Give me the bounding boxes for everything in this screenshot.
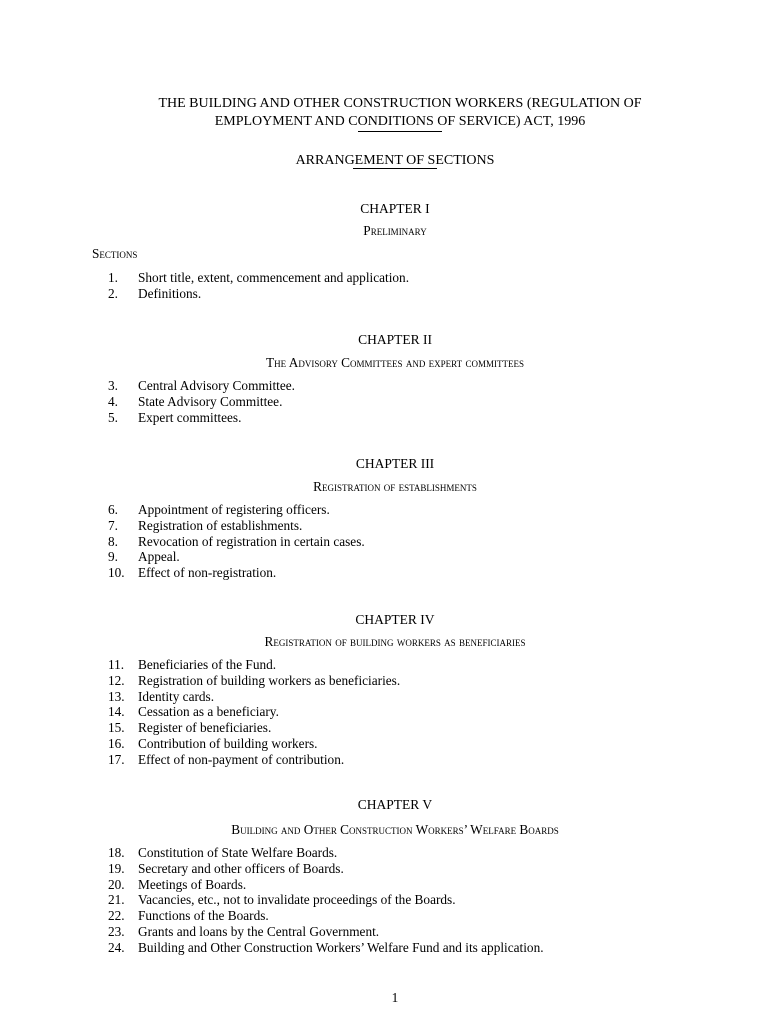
list-item [108, 940, 544, 956]
list-item [108, 892, 544, 908]
section-title: Meetings of Boards. [138, 876, 247, 892]
section-title: Registration of establishments. [138, 517, 303, 533]
section-title: Grants and loans by the Central Government. [138, 923, 380, 939]
chapter-2-section-list [108, 378, 295, 425]
list-item [108, 518, 365, 534]
section-number: 17. [108, 751, 125, 767]
sections-label: Sections [92, 246, 138, 261]
section-number: 10. [108, 565, 125, 581]
list-item [108, 270, 409, 286]
section-number: 1. [108, 270, 118, 285]
chapter-2-heading: CHAPTER II [358, 332, 432, 347]
section-number: 11. [108, 657, 125, 672]
section-number: 23. [108, 923, 125, 939]
arrangement-rule-wrap [90, 168, 700, 169]
section-number: 6. [108, 502, 118, 517]
section-title: Constitution of State Welfare Boards. [138, 845, 338, 860]
section-title: Registration of building workers as beneficiaries. [138, 672, 401, 688]
section-number: 14. [108, 704, 125, 720]
chapter-4-heading: CHAPTER IV [355, 612, 435, 627]
section-number: 8. [108, 533, 118, 549]
title-rule-top [358, 131, 442, 132]
list-item [108, 736, 400, 752]
list-item [108, 410, 295, 426]
section-number: 22. [108, 908, 125, 924]
list-item [108, 861, 544, 877]
section-title: Effect of non-payment of contribution. [138, 751, 345, 767]
section-number: 21. [108, 892, 125, 908]
list-item [108, 845, 544, 861]
section-title: Appeal. [138, 549, 180, 565]
section-number: 19. [108, 860, 125, 876]
list-item [108, 924, 544, 940]
section-title: Revocation of registration in certain cases. [138, 533, 365, 549]
chapter-4-subheading: Registration of building workers as beneficiaries [264, 634, 526, 649]
list-item [108, 534, 365, 550]
section-number: 15. [108, 720, 125, 736]
section-title: Cessation as a beneficiary. [138, 704, 279, 720]
chapter-1-section-list [108, 270, 409, 302]
section-title: Vacancies, etc., not to invalidate proceedings of the Boards. [138, 892, 456, 908]
section-title: Identity cards. [138, 688, 215, 704]
section-title: Building and Other Construction Workers’ Welfare Fund and its application. [138, 939, 544, 955]
list-item [108, 549, 365, 565]
list-item [108, 877, 544, 893]
list-item [108, 704, 400, 720]
list-item [108, 657, 400, 673]
section-number: 9. [108, 549, 118, 565]
section-number: 16. [108, 735, 125, 751]
section-title: Expert committees. [138, 409, 242, 425]
section-number: 12. [108, 672, 125, 688]
chapter-5-heading: CHAPTER V [357, 797, 433, 812]
section-title: Definitions. [138, 285, 202, 301]
section-number: 24. [108, 939, 125, 955]
chapter-1-heading: CHAPTER I [360, 201, 430, 216]
list-item [108, 502, 365, 518]
list-item [108, 752, 400, 768]
section-number: 4. [108, 393, 118, 409]
list-item [108, 908, 544, 924]
chapter-5-section-list [108, 845, 544, 956]
section-number: 5. [108, 409, 118, 425]
list-item [108, 689, 400, 705]
section-title: Appointment of registering officers. [138, 502, 330, 517]
section-title: Central Advisory Committee. [138, 378, 295, 393]
chapter-2-subheading: The Advisory Committees and expert committees [266, 355, 524, 370]
chapter-4-section-list [108, 657, 400, 768]
act-title-line-2: EMPLOYMENT AND CONDITIONS OF SERVICE) ACT, 1996 [214, 114, 586, 129]
section-title: Effect of non-registration. [138, 565, 277, 581]
section-title: Contribution of building workers. [138, 735, 318, 751]
section-title: Beneficiaries of the Fund. [138, 657, 277, 672]
list-item [108, 720, 400, 736]
section-number: 2. [108, 285, 118, 301]
section-title: State Advisory Committee. [138, 393, 283, 409]
act-title [90, 95, 710, 132]
section-title: Short title, extent, commencement and application. [138, 270, 410, 285]
chapter-3-section-list [108, 502, 365, 581]
section-title: Secretary and other officers of Boards. [138, 860, 344, 876]
section-title: Functions of the Boards. [138, 908, 269, 924]
list-item [108, 565, 365, 581]
chapter-3-heading: CHAPTER III [355, 456, 435, 471]
chapter-5-subheading: Building and Other Construction Workers’ Welfare Boards [231, 822, 559, 837]
chapter-3-subheading: Registration of establishments [313, 479, 477, 494]
act-title-line-1: THE BUILDING AND OTHER CONSTRUCTION WORKERS (REGULATION OF [158, 96, 642, 111]
section-number: 20. [108, 876, 125, 892]
section-number: 7. [108, 517, 118, 533]
arrangement-rule [353, 168, 437, 169]
list-item [108, 286, 409, 302]
section-title: Register of beneficiaries. [138, 720, 272, 736]
section-number: 18. [108, 845, 125, 860]
chapter-1-subheading: Preliminary [363, 223, 427, 238]
list-item [108, 394, 295, 410]
page-number: 1 [391, 990, 399, 1005]
arrangement-heading: ARRANGEMENT OF SECTIONS [295, 153, 495, 168]
list-item [108, 673, 400, 689]
section-number: 13. [108, 688, 125, 704]
list-item [108, 378, 295, 394]
section-number: 3. [108, 378, 118, 393]
